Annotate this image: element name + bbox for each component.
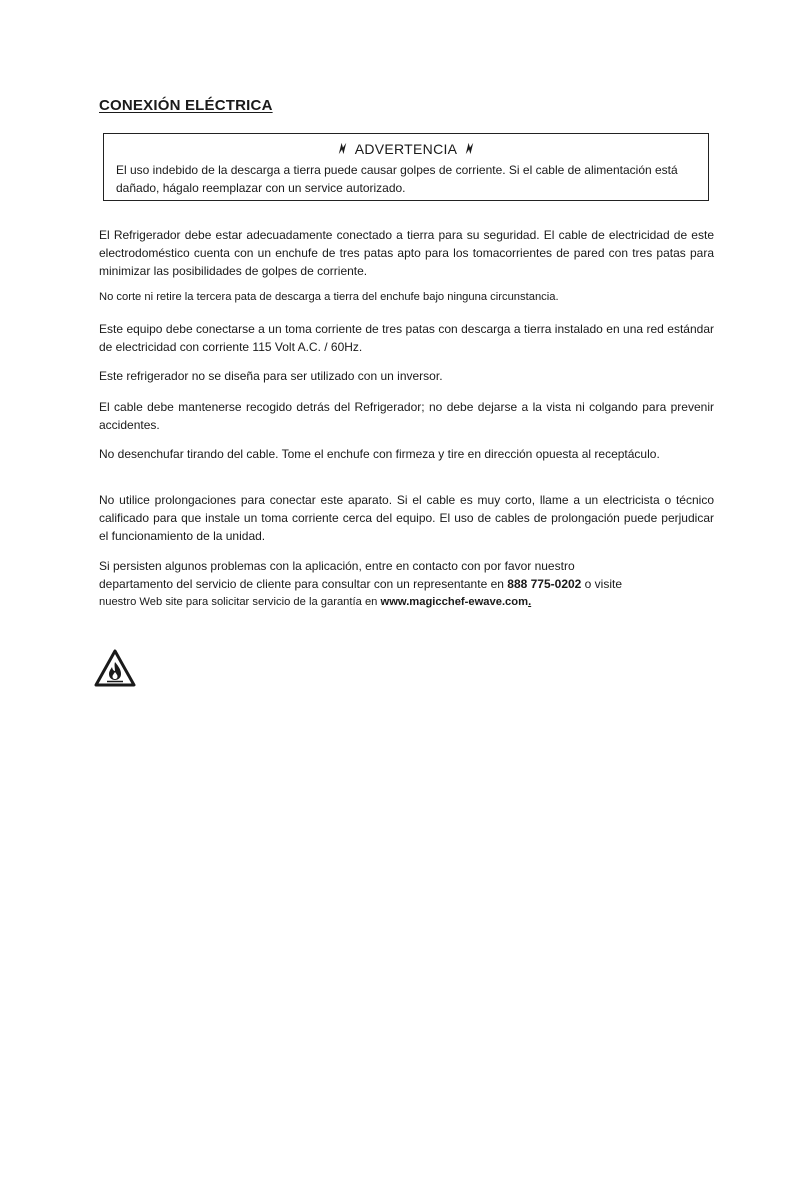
website-link[interactable]: www.magicchef-ewave.com: [380, 596, 529, 608]
warning-box: [103, 133, 709, 201]
fire-warning-triangle-icon: [93, 648, 137, 688]
contact-line-2: [99, 575, 714, 593]
paragraph-cable-storage: El cable debe mantenerse recogido detrás del Refrigerador; no debe dejarse a la vista ni colgando para prevenir accidentes.: [99, 400, 714, 432]
paragraph-outlet: Este equipo debe conectarse a un toma corriente de tres patas con descarga a tierra instalado en una red estándar de electricidad con corriente 115 Volt A.C. / 60Hz.: [99, 322, 714, 354]
contact-line-2-end: o visite: [581, 577, 623, 591]
paragraph-extensions: No utilice prolongaciones para conectar este aparato. Si el cable es muy corto, llame a un electricista o técnico calificado para que instale un toma corriente cerca del equipo. El uso de cables de prolongación puede perjudicar el funcionamiento de la unidad.: [99, 493, 714, 543]
contact-line-3-end: .: [528, 596, 532, 608]
lightning-bolt-icon: [463, 142, 476, 155]
contact-line-3: [99, 593, 714, 611]
contact-line-3-text: nuestro Web site para solicitar servicio de la garantía en: [99, 596, 381, 608]
phone-number: 888 775-0202: [507, 577, 582, 591]
paragraph-grounding: El Refrigerador debe estar adecuadamente conectado a tierra para su seguridad. El cable de electricidad de este electrodoméstico cuenta con un enchufe de tres patas apto para los tomacorrientes de pared con tres patas para minimizar las posibilidades de golpes de corriente.: [99, 228, 714, 278]
lightning-bolt-icon: [336, 142, 349, 155]
paragraph-unplug: No desenchufar tirando del cable. Tome el enchufe con firmeza y tire en dirección opuesta al receptáculo.: [99, 447, 660, 461]
warning-title: ADVERTENCIA: [354, 141, 458, 157]
warning-text: El uso indebido de la descarga a tierra puede causar golpes de corriente. Si el cable de alimentación está dañado, hágalo reemplazar con un service autorizado.: [116, 163, 678, 195]
contact-line-1: Si persisten algunos problemas con la aplicación, entre en contacto con por favor nuestro: [99, 559, 575, 573]
warning-title-row: [116, 140, 696, 158]
paragraph-third-prong: No corte ni retire la tercera pata de descarga a tierra del enchufe bajo ninguna circunstancia.: [99, 291, 559, 303]
section-heading: CONEXIÓN ELÉCTRICA: [99, 97, 273, 114]
contact-line-2-text: departamento del servicio de cliente para consultar con un representante en: [99, 577, 508, 591]
paragraph-contact: [99, 557, 714, 611]
paragraph-inverter: Este refrigerador no se diseña para ser utilizado con un inversor.: [99, 369, 443, 383]
